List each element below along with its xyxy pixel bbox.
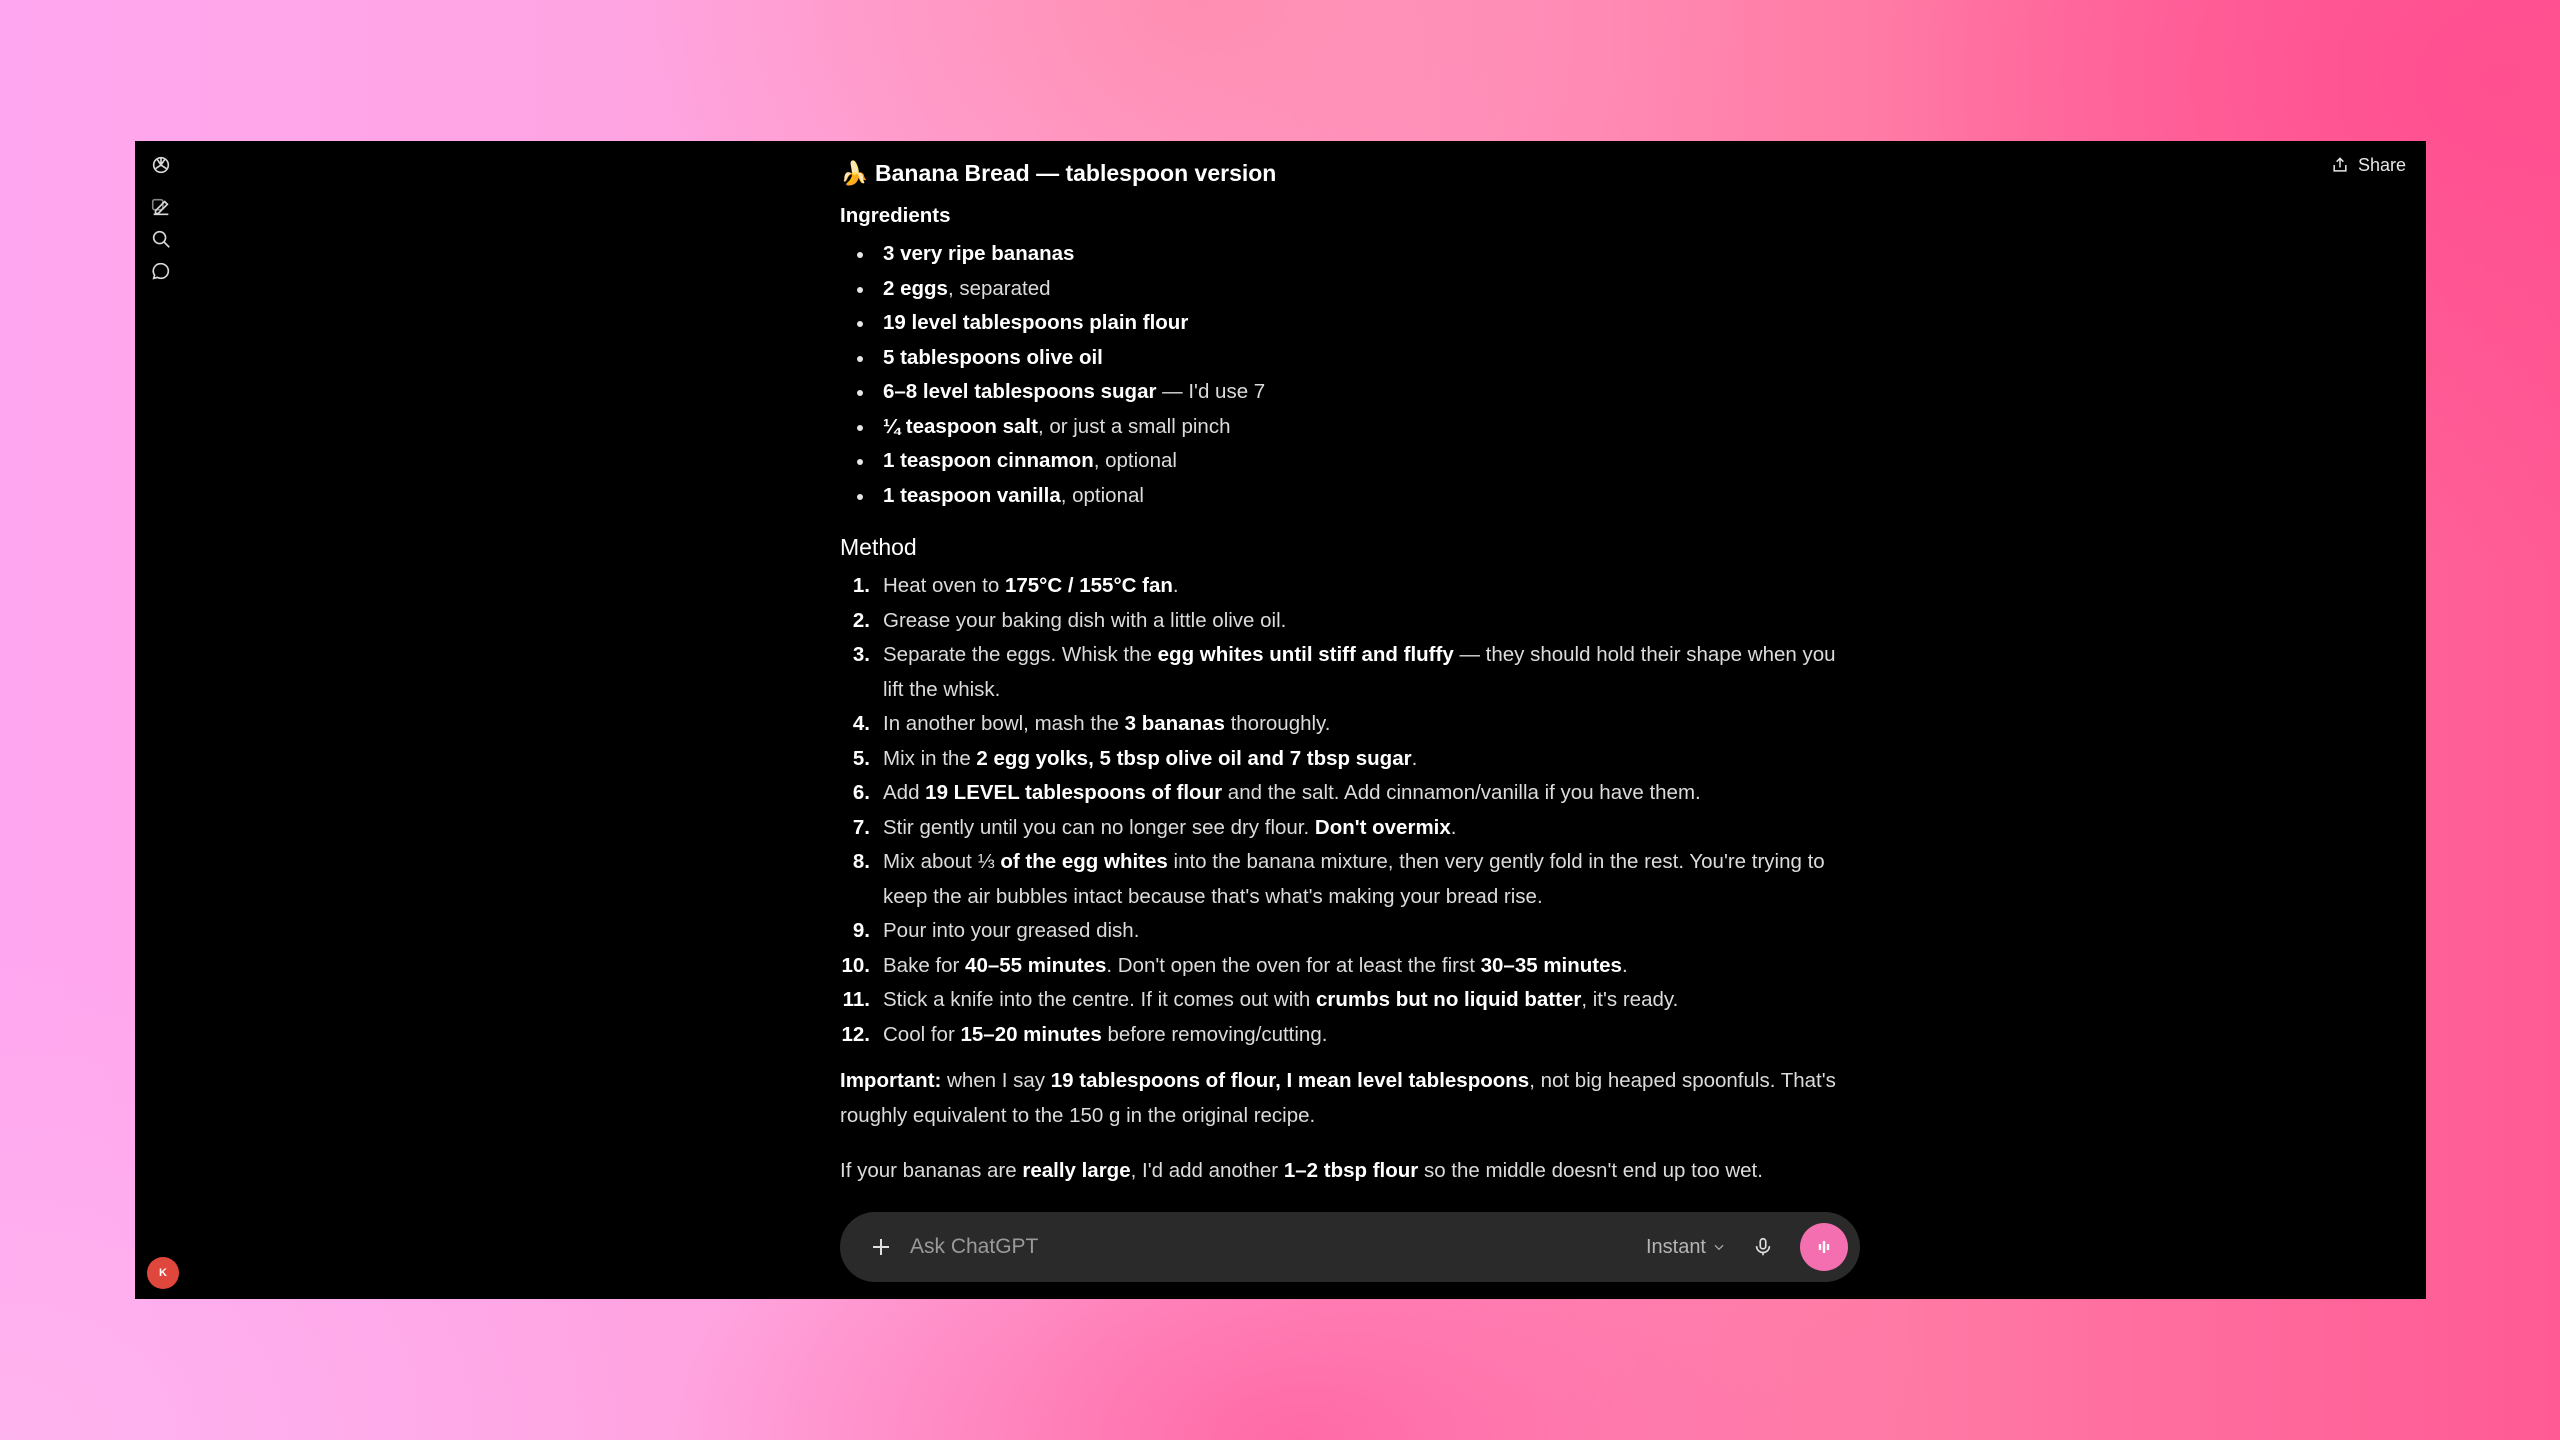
text: Add: [883, 781, 926, 804]
share-icon: [2330, 155, 2350, 175]
step-number: 2.: [852, 608, 870, 632]
ingredient-item: 3 very ripe bananas: [840, 237, 1860, 272]
bold-text: 15–20 minutes: [960, 1022, 1102, 1046]
note-paragraph: [840, 1154, 1860, 1189]
conversation-content: [840, 155, 1860, 1190]
step-number: 4.: [852, 712, 870, 735]
sidebar: [135, 141, 193, 1299]
step-number: 9.: [852, 919, 870, 942]
text: Pour into your greased dish.: [883, 919, 1140, 942]
text: thoroughly.: [1224, 712, 1331, 735]
step-number: 7.: [852, 815, 870, 839]
bold-text: crumbs but no liquid batter: [1315, 988, 1582, 1011]
step-number: 3.: [852, 643, 870, 666]
method-step: [840, 707, 1860, 742]
bold-text: Don't overmix: [1314, 815, 1451, 839]
method-step: [840, 914, 1860, 949]
text: into the banana mixture, then very gently fold in the rest. You're trying to keep the air bubbles intact because that's what's making your bread rise.: [883, 850, 1825, 908]
step-number: 1.: [852, 574, 870, 597]
text: .: [1621, 953, 1628, 977]
ingredient-item: 2 eggs, separated: [840, 272, 1860, 307]
ask-input[interactable]: [906, 1235, 1646, 1259]
step-number: 11.: [842, 988, 870, 1011]
ingredients-heading: Ingredients: [840, 204, 951, 227]
new-chat-icon[interactable]: [147, 193, 175, 221]
bold-text: 1–2 tbsp flour: [1283, 1159, 1419, 1182]
chat-window: [135, 141, 2426, 1299]
page-title: [840, 155, 1860, 191]
banana-icon: 🍌: [840, 160, 869, 186]
method-step: [840, 1018, 1860, 1053]
ingredient-item: 19 level tablespoons plain flour: [840, 306, 1860, 341]
share-button[interactable]: [2322, 149, 2414, 181]
text: , I'd add another: [1130, 1159, 1284, 1182]
voice-mode-button[interactable]: [1800, 1223, 1848, 1271]
share-label: Share: [2357, 154, 2406, 175]
ingredient-item: ¼ teaspoon salt, or just a small pinch: [840, 410, 1860, 445]
method-step: [840, 604, 1860, 639]
text: , it's ready.: [1581, 988, 1679, 1011]
step-number: 5.: [852, 746, 870, 770]
step-number: 8.: [852, 850, 870, 873]
ingredient-item: 1 teaspoon vanilla, optional: [840, 479, 1860, 514]
search-icon[interactable]: [147, 225, 175, 253]
method-step: [840, 845, 1860, 914]
bold-text: Important:: [840, 1069, 942, 1092]
text: . Don't open the oven for at least the first: [1106, 953, 1481, 977]
text: , not big heaped spoonfuls. That's roughly equivalent to the 150 g in the original recipe.: [840, 1069, 1836, 1127]
text: and the salt. Add cinnamon/vanilla if you have them.: [1222, 781, 1701, 804]
voice-waveform-icon: [1812, 1235, 1836, 1259]
step-number: 10.: [841, 953, 870, 977]
method-step: [840, 811, 1860, 846]
text: Stick a knife into the centre. If it comes out with: [883, 988, 1316, 1011]
bold-text: egg whites until stiff and fluffy: [1157, 643, 1454, 666]
bold-text: of the egg whites: [1000, 850, 1168, 873]
text: — they should hold their shape when you lift the whisk.: [883, 643, 1836, 701]
model-selector[interactable]: [1646, 1236, 1726, 1259]
microphone-icon: [1752, 1236, 1774, 1258]
avatar-initials: K: [159, 1267, 167, 1279]
model-label: Instant: [1645, 1235, 1706, 1258]
bold-text: 2 egg yolks, 5 tbsp olive oil and 7 tbsp sugar: [976, 746, 1412, 770]
bold-text: really large: [1022, 1159, 1131, 1182]
ingredient-item: 6–8 level tablespoons sugar — I'd use 7: [840, 375, 1860, 410]
text: Mix in the: [883, 746, 977, 770]
plus-icon: [869, 1235, 893, 1259]
step-number: 6.: [852, 781, 870, 804]
text: Stir gently until you can no longer see dry flour.: [883, 815, 1315, 839]
text: Cool for: [883, 1022, 961, 1046]
chevron-down-icon: [1712, 1240, 1726, 1254]
dictate-button[interactable]: [1752, 1236, 1774, 1258]
text: .: [1172, 574, 1179, 597]
method-step: [840, 569, 1860, 604]
method-step: [840, 983, 1860, 1018]
text: Heat oven to: [883, 574, 1005, 597]
text: so the middle doesn't end up too wet.: [1418, 1159, 1763, 1182]
text: when I say: [941, 1069, 1051, 1092]
method-steps-list: [840, 569, 1860, 1052]
bold-text: 19 LEVEL tablespoons of flour: [925, 781, 1223, 804]
title-text: Banana Bread — tablespoon version: [875, 160, 1277, 186]
openai-logo-icon[interactable]: [147, 151, 175, 179]
text: Bake for: [883, 953, 966, 977]
text: If your bananas are: [840, 1159, 1023, 1182]
bold-text: 40–55 minutes: [965, 953, 1107, 977]
text: Separate the eggs. Whisk the: [883, 643, 1158, 666]
bold-text: 3 bananas: [1124, 712, 1225, 735]
method-step: [840, 742, 1860, 777]
text: In another bowl, mash the: [883, 712, 1125, 735]
text: Mix about ⅓: [883, 850, 1001, 873]
method-step: [840, 776, 1860, 811]
bold-text: 30–35 minutes: [1480, 953, 1622, 977]
add-attachment-button[interactable]: [856, 1235, 906, 1259]
method-heading: Method: [840, 534, 917, 560]
ingredient-item: 5 tablespoons olive oil: [840, 341, 1860, 376]
ingredients-list: [840, 237, 1860, 513]
notes: [840, 1064, 1860, 1189]
note-paragraph: [840, 1064, 1860, 1133]
composer: [840, 1212, 1860, 1282]
text: Grease your baking dish with a little olive oil.: [883, 608, 1287, 632]
avatar[interactable]: [147, 1257, 179, 1289]
step-number: 12.: [841, 1022, 870, 1046]
text: before removing/cutting.: [1101, 1022, 1328, 1046]
bold-text: 19 tablespoons of flour, I mean level tablespoons: [1050, 1069, 1530, 1092]
text: .: [1450, 815, 1457, 839]
chat-bubble-icon[interactable]: [147, 257, 175, 285]
ingredient-item: 1 teaspoon cinnamon, optional: [840, 444, 1860, 479]
bold-text: 175°C / 155°C fan: [1004, 574, 1173, 597]
method-step: [840, 638, 1860, 707]
text: .: [1411, 746, 1418, 770]
method-step: [840, 949, 1860, 984]
